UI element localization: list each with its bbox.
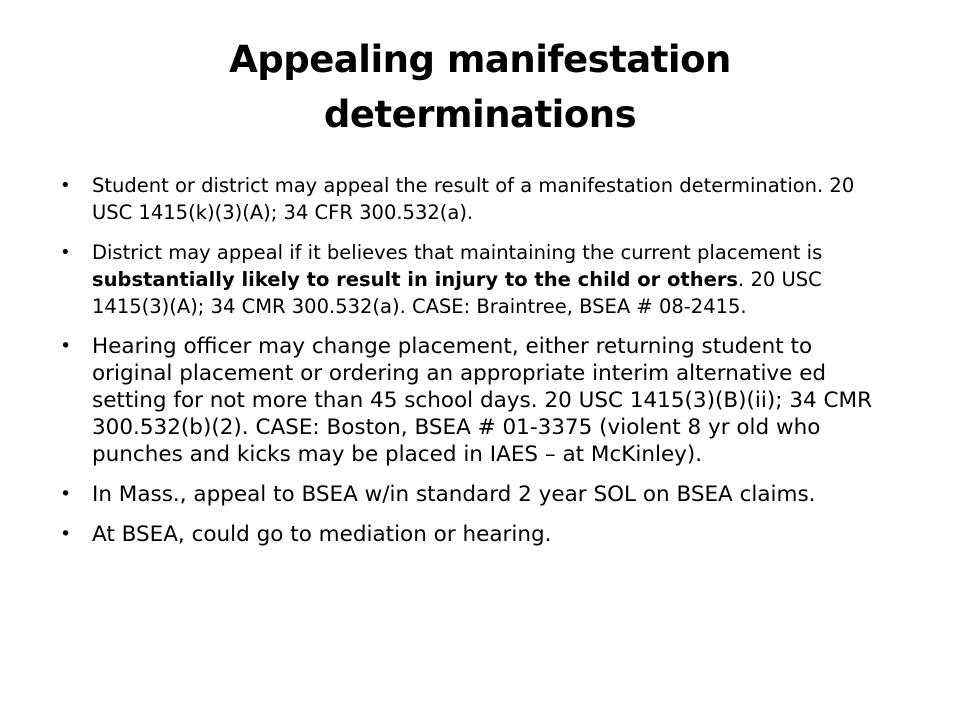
bullet-text: Student or district may appeal the result of a manifestation determination. 20 USC 1415(k)(3)(A); 34 CFR 300.532(a). [92,174,855,224]
title-line-1: Appealing manifestation [229,38,731,81]
bullet-text-after: . 20 USC 1415(3)(A); 34 CMR 300.532(a). CASE: Braintree, BSEA # 08-2415. [92,268,822,318]
bullet-icon: • [60,175,71,196]
bullet-item-2 [60,239,890,320]
bullet-item-5 [60,521,890,548]
slide-title [140,32,820,142]
bullet-item-3 [60,333,890,468]
bullet-text-before: District may appeal if it believes that maintaining the current placement is [92,241,823,264]
bullet-text-bold: substantially likely to result in injury to the child or others [92,268,739,291]
bullet-text: Hearing officer may change placement, either returning student to original placement or ordering an appropriate interim alternative ed setting for not more than 45 school days. 20 USC 1415(3)(B)(ii); 34 CMR 300.532(b)(2). CASE: Boston, BSEA # 01-3375 (violent 8 yr old who punches and kicks may be placed in IAES – at McKinley). [92,334,873,467]
bullet-icon: • [60,242,71,263]
bullet-text: At BSEA, could go to mediation or hearing. [92,522,552,547]
title-line-2: determinations [323,93,637,136]
bullet-icon: • [60,483,72,505]
bullet-item-4 [60,481,890,508]
bullet-text: In Mass., appeal to BSEA w/in standard 2 year SOL on BSEA claims. [92,482,816,507]
bullet-icon: • [60,523,72,545]
bullet-icon: • [60,335,72,357]
bullet-item-1 [60,172,890,226]
bullet-list [60,172,890,561]
